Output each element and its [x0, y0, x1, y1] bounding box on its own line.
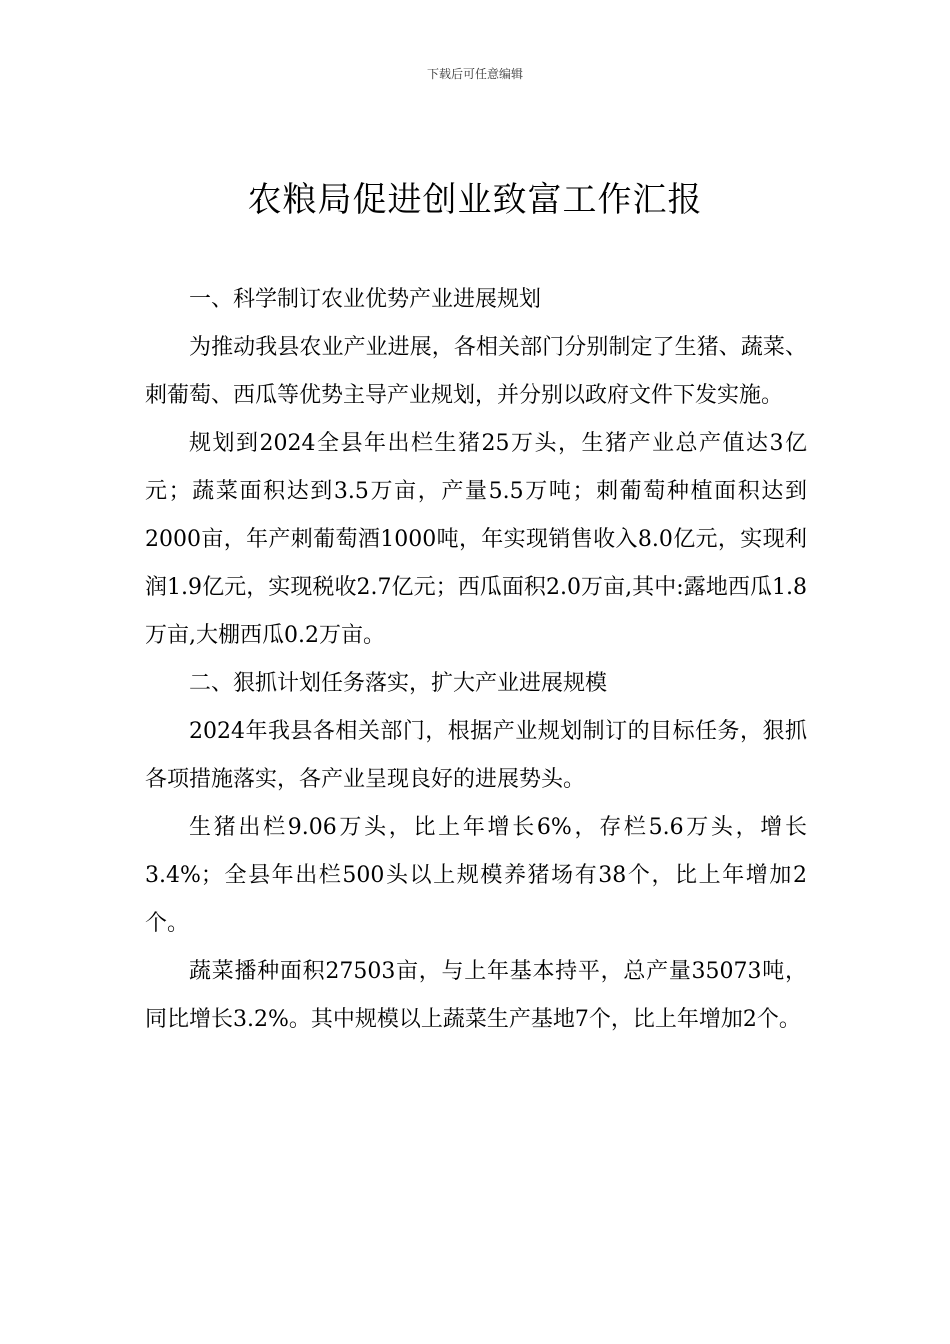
section-heading-2: 二、狠抓计划任务落实，扩大产业进展规模	[189, 671, 608, 696]
paragraph: 为推动我县农业产业进展，各相关部门分别制定了生猪、蔬菜、刺葡萄、西瓜等优势主导产业规划，并分别以政府文件下发实施。	[145, 335, 807, 408]
document-body	[145, 276, 807, 1044]
header-note: 下载后可任意编辑	[426, 67, 523, 81]
document-title: 农粮局促进创业致富工作汇报	[247, 180, 703, 220]
paragraph: 规划到2024全县年出栏生猪25万头，生猪产业总产值达3亿元；蔬菜面积达到3.5万亩，产量5.5万吨；刺葡萄种植面积达到2000亩，年产刺葡萄酒1000吨，年实现销售收入8.0亿元，实现利润1.9亿元，实现税收2.7亿元；西瓜面积2.0万亩,其中:露地西瓜1.8万亩,大棚西瓜0.2万亩。	[145, 431, 807, 648]
section-heading-1: 一、科学制订农业优势产业进展规划	[189, 287, 542, 312]
paragraph: 蔬菜播种面积27503亩，与上年基本持平，总产量35073吨，同比增长3.2%。其中规模以上蔬菜生产基地7个，比上年增加2个。	[145, 959, 807, 1032]
paragraph: 生猪出栏9.06万头，比上年增长6%，存栏5.6万头，增长3.4%；全县年出栏500头以上规模养猪场有38个，比上年增加2个。	[145, 815, 807, 936]
paragraph: 2024年我县各相关部门，根据产业规划制订的目标任务，狠抓各项措施落实，各产业呈现良好的进展势头。	[145, 719, 807, 792]
